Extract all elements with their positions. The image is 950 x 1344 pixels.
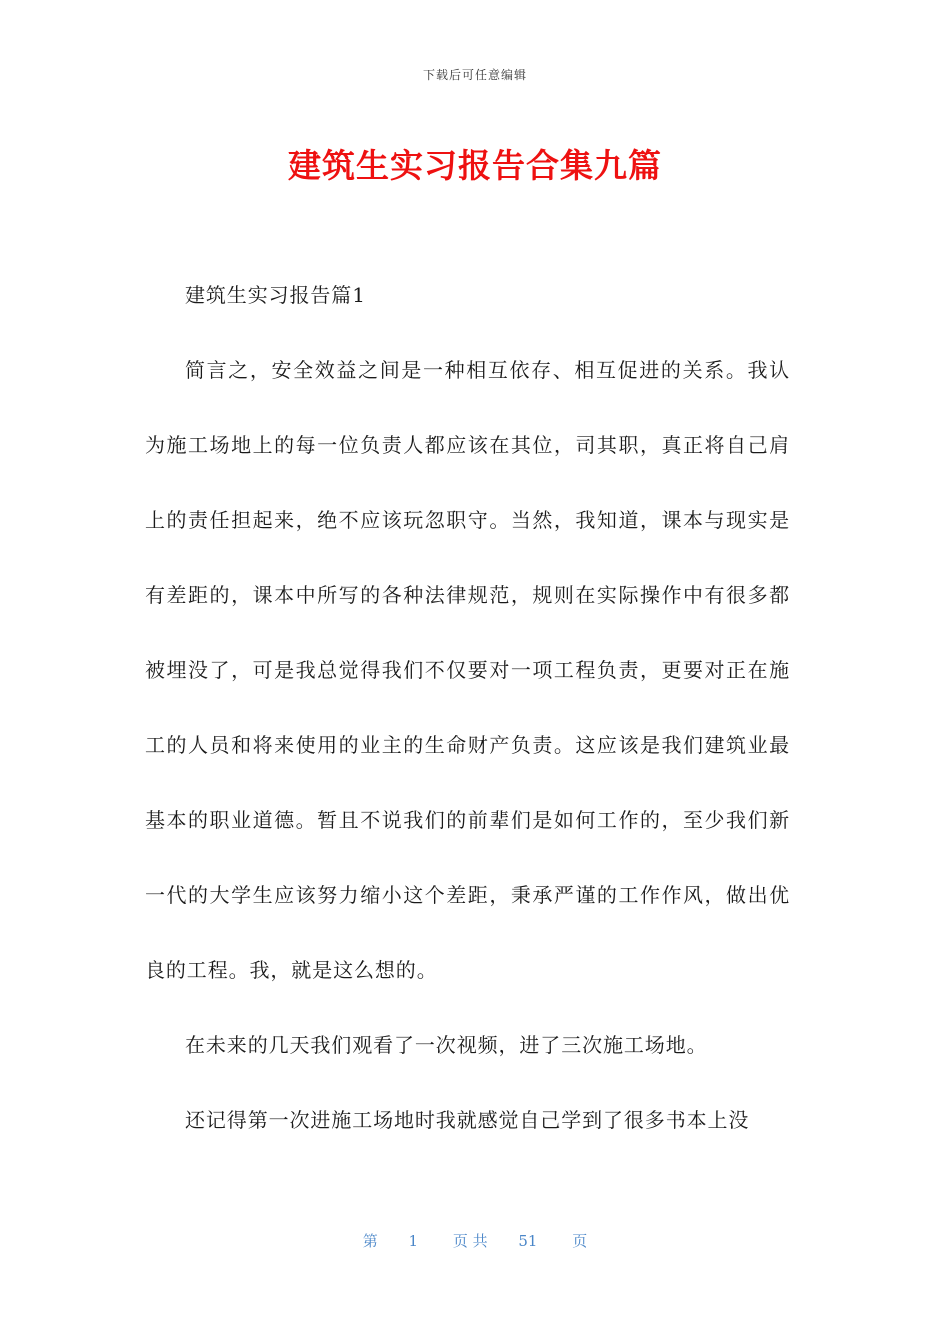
page-prefix: 第: [362, 1232, 378, 1250]
total-pages: 51: [518, 1232, 538, 1250]
paragraph: 简言之，安全效益之间是一种相互依存、相互促进的关系。我认为施工场地上的每一位负责人都应该在其位，司其职，真正将自己肩上的责任担起来，绝不应该玩忽职守。当然，我知道，课本与现实是有差距的，课本中所写的各种法律规范，规则在实际操作中有很多都被埋没了，可是我总觉得我们不仅要对一项工程负责，更要对正在施工的人员和将来使用的业主的生命财产负责。这应该是我们建筑业最基本的职业道德。暂且不说我们的前辈们是如何工作的，至少我们新一代的大学生应该努力缩小这个差距，秉承严谨的工作作风，做出优良的工程。我，就是这么想的。: [145, 358, 790, 982]
header-note: 下载后可任意编辑: [422, 68, 527, 82]
page-number: 1: [408, 1232, 419, 1250]
section-heading: 建筑生实习报告篇1: [185, 283, 366, 307]
document-body: [145, 258, 790, 1158]
page-footer: [0, 1230, 950, 1251]
paragraph: 在未来的几天我们观看了一次视频，进了三次施工场地。: [185, 1033, 708, 1057]
page-mid: 页 共: [452, 1232, 488, 1250]
document-title: 建筑生实习报告合集九篇: [288, 146, 662, 185]
page-suffix: 页: [572, 1232, 588, 1250]
paragraph: 还记得第一次进施工场地时我就感觉自己学到了很多书本上没: [185, 1108, 750, 1132]
